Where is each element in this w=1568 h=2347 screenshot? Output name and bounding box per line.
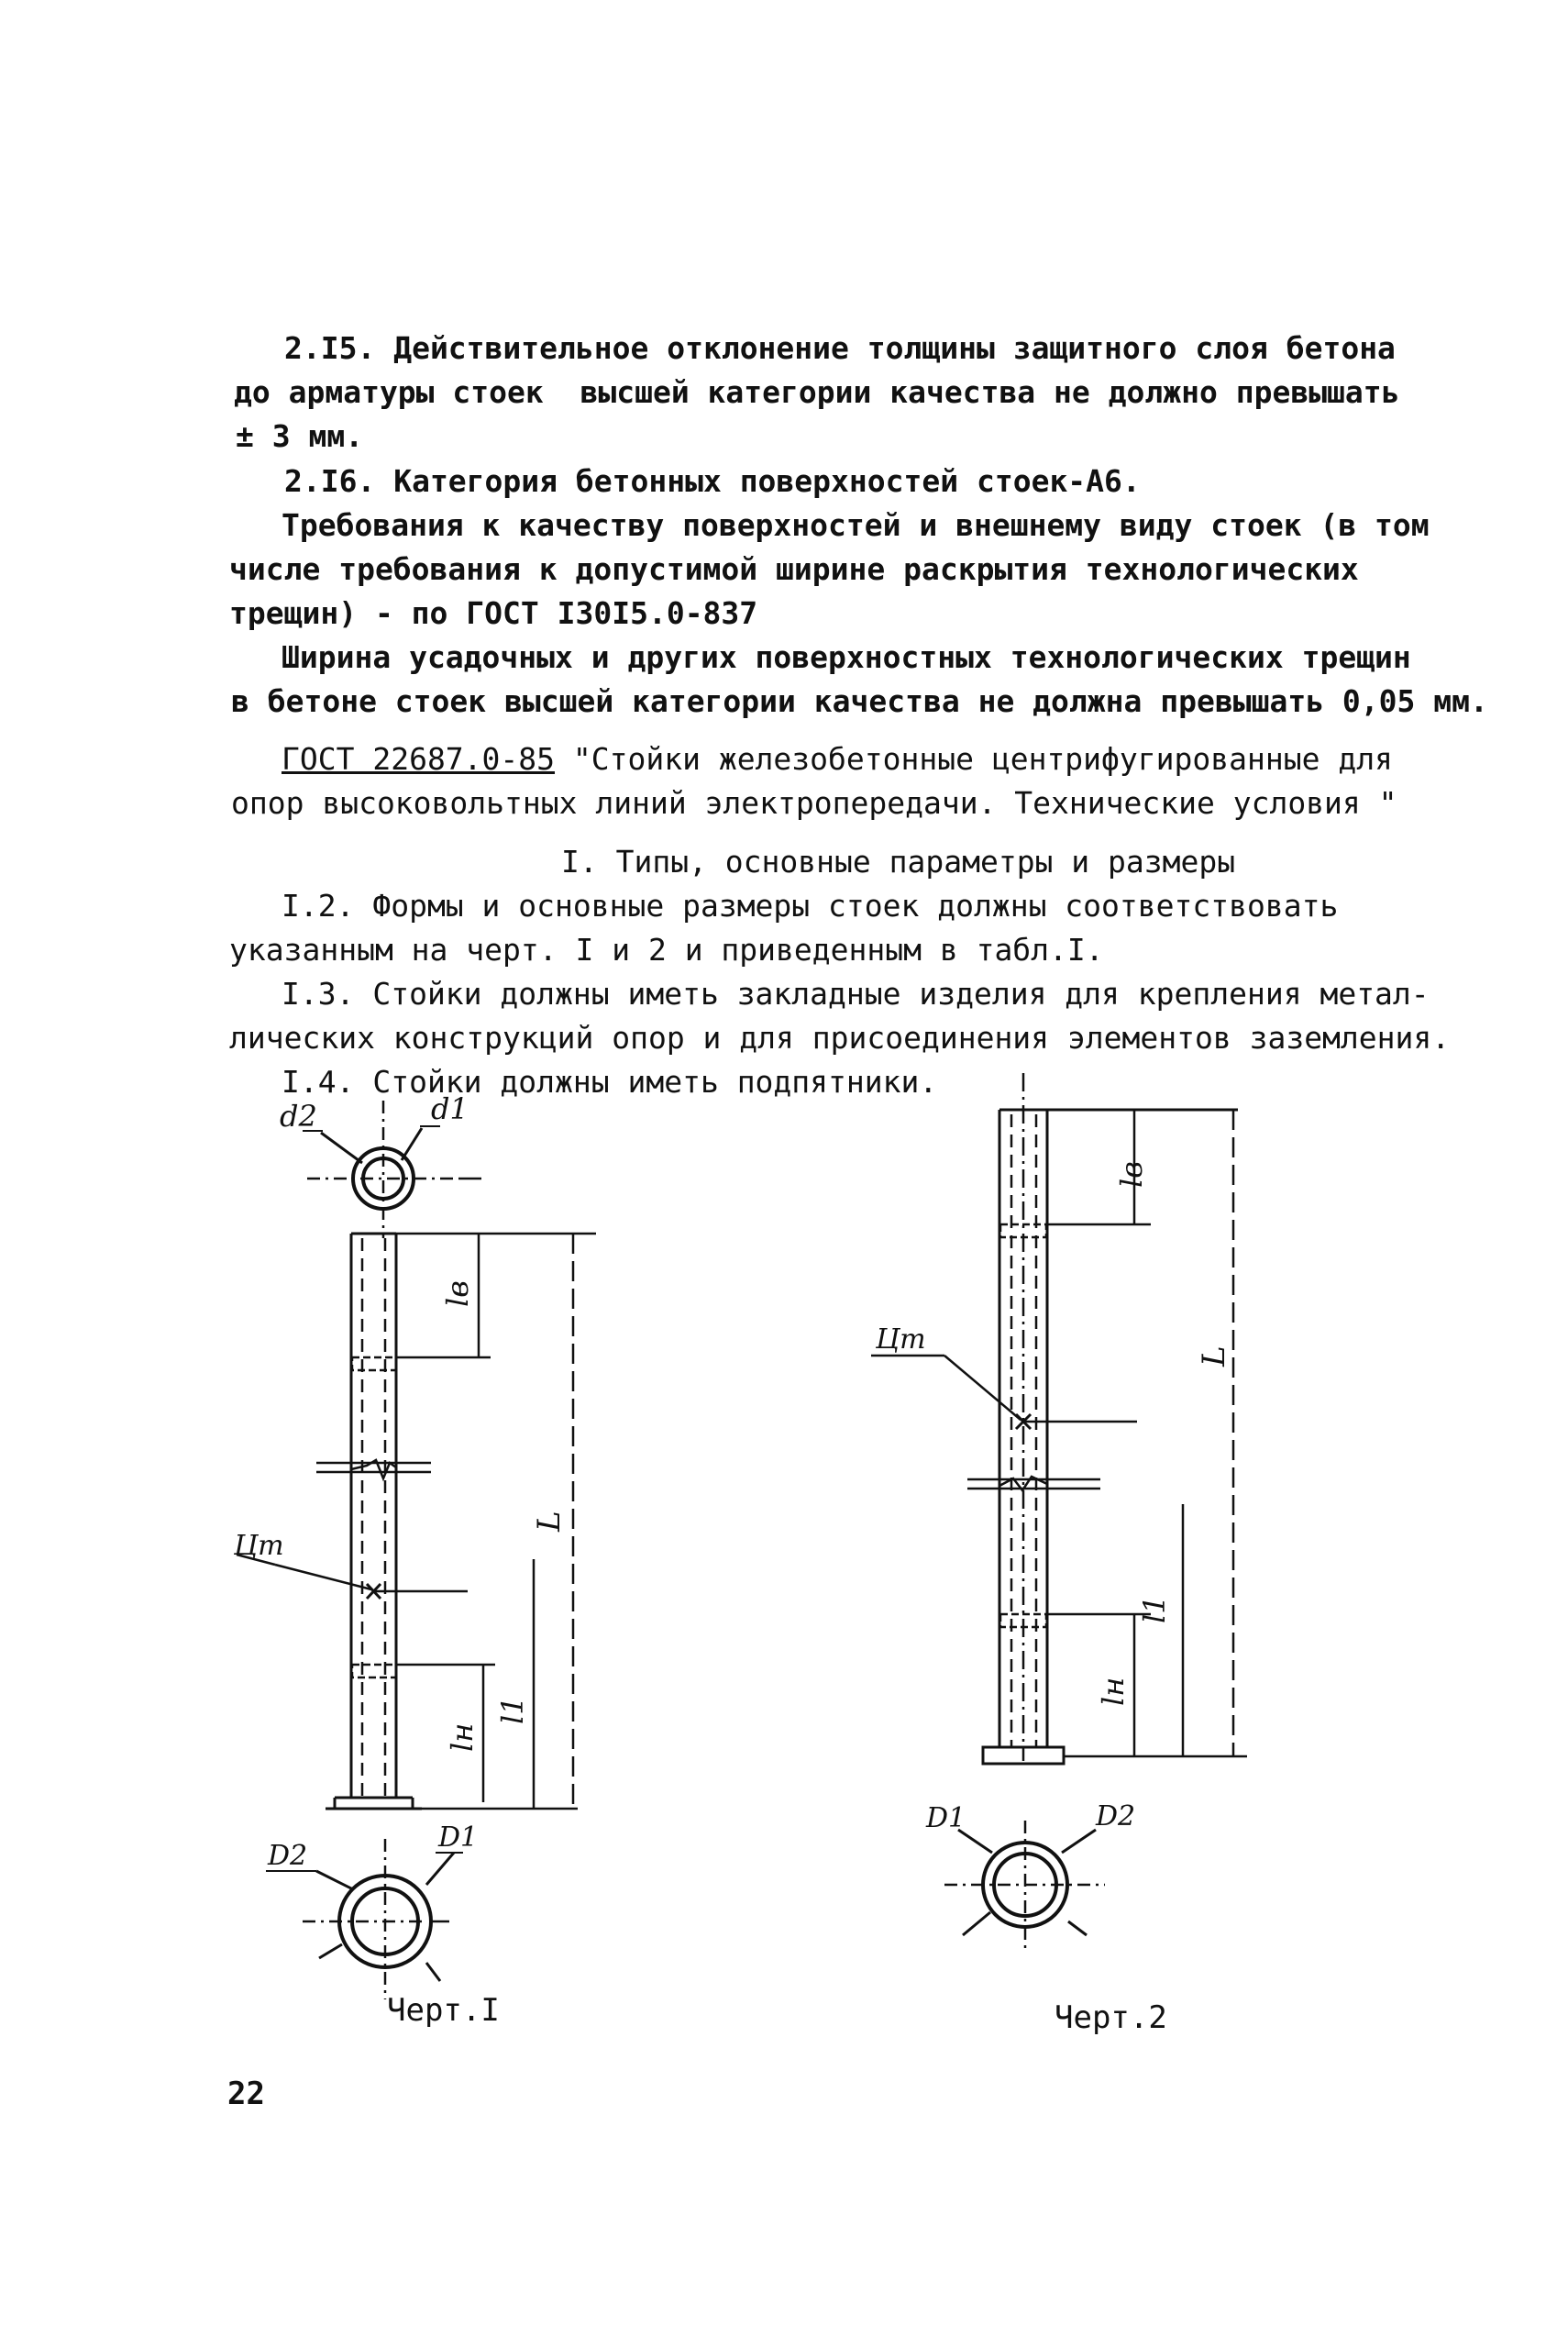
gost-reference-link: ГОСТ 22687.0-85 — [282, 741, 556, 777]
para-width-line-1: Ширина усадочных и других поверхностных технологических трещин — [282, 639, 1411, 675]
fig2-dimensions — [1047, 1110, 1247, 1756]
para-1-3-line-2: лических конструкций опор и для присоединения элементов заземления. — [229, 1020, 1451, 1056]
fig1-label-lv: lв — [440, 1280, 475, 1307]
section-heading: I. Типы, основные параметры и размеры — [561, 844, 1236, 880]
fig1-bottom-section — [266, 1821, 478, 1999]
para-1-2-line-2: указанным на черт. I и 2 и приведенным в табл.I. — [229, 932, 1104, 968]
para-2-15-line-1: 2.I5. Действительное отклонение толщины защитного слоя бетона — [284, 330, 1396, 366]
para-width-line-2: в бетоне стоек высшей категории качества не должна превышать 0,05 мм. — [231, 683, 1488, 719]
para-2-15-line-3: ± 3 мм. — [236, 418, 364, 454]
fig2-bottom-section — [925, 1800, 1135, 1954]
para-1-3-line-1: I.3. Стойки должны иметь закладные изделия для крепления метал- — [282, 976, 1430, 1012]
para-2-15-line-2: до арматуры стоек высшей категории качества не должно превышать — [234, 374, 1400, 410]
fig2-label-D1: D1 — [926, 1802, 966, 1834]
para-requirements-line-3: трещин) - по ГОСТ I30I5.0-837 — [229, 595, 758, 631]
fig2-label-D2: D2 — [1096, 1800, 1136, 1832]
fig1-dimensions — [396, 1234, 596, 1809]
fig2-label-l1: l1 — [1137, 1595, 1172, 1623]
figure-2-drawing — [871, 1073, 1247, 1954]
page-number: 22 — [227, 2076, 265, 2112]
figure-1-drawing — [233, 1091, 596, 1999]
fig2-label-lv: lв — [1114, 1161, 1149, 1188]
figure-2-caption: Черт.2 — [1055, 1999, 1167, 2036]
para-1-2-line-1: I.2. Формы и основные размеры стоек должны соответствовать — [282, 888, 1339, 924]
gost-reference-title: "Стойки железобетонные центрифугированные для — [555, 741, 1393, 777]
fig2-label-ct: Цт — [876, 1323, 926, 1356]
fig1-label-d2: d2 — [280, 1099, 317, 1134]
para-1-4: I.4. Стойки должны иметь подпятники. — [282, 1064, 938, 1100]
gost-reference-line-2: опор высоковольтных линий электропередачи. Технические условия " — [231, 785, 1397, 821]
fig2-label-L: L — [1196, 1345, 1232, 1367]
fig1-label-ct: Цт — [234, 1530, 284, 1562]
fig1-label-ln: lн — [445, 1722, 480, 1752]
para-2-16-line-1: 2.I6. Категория бетонных поверхностей стоек-А6. — [284, 463, 1141, 499]
fig1-pole-body — [233, 1234, 468, 1809]
figure-1-caption: Черт.I — [387, 1992, 500, 2029]
fig2-label-ln: lн — [1096, 1677, 1131, 1706]
para-requirements-line-1: Требования к качеству поверхностей и внешнему виду стоек (в том — [282, 507, 1430, 543]
fig1-label-D2: D2 — [268, 1840, 308, 1872]
fig1-label-L: L — [531, 1511, 568, 1532]
fig1-top-section — [280, 1091, 481, 1238]
para-requirements-line-2: числе требования к допустимой ширине раскрытия технологических — [229, 551, 1359, 587]
fig1-label-d1: d1 — [431, 1091, 469, 1126]
fig1-label-l1: l1 — [495, 1696, 530, 1724]
fig1-label-D1: D1 — [438, 1821, 479, 1854]
